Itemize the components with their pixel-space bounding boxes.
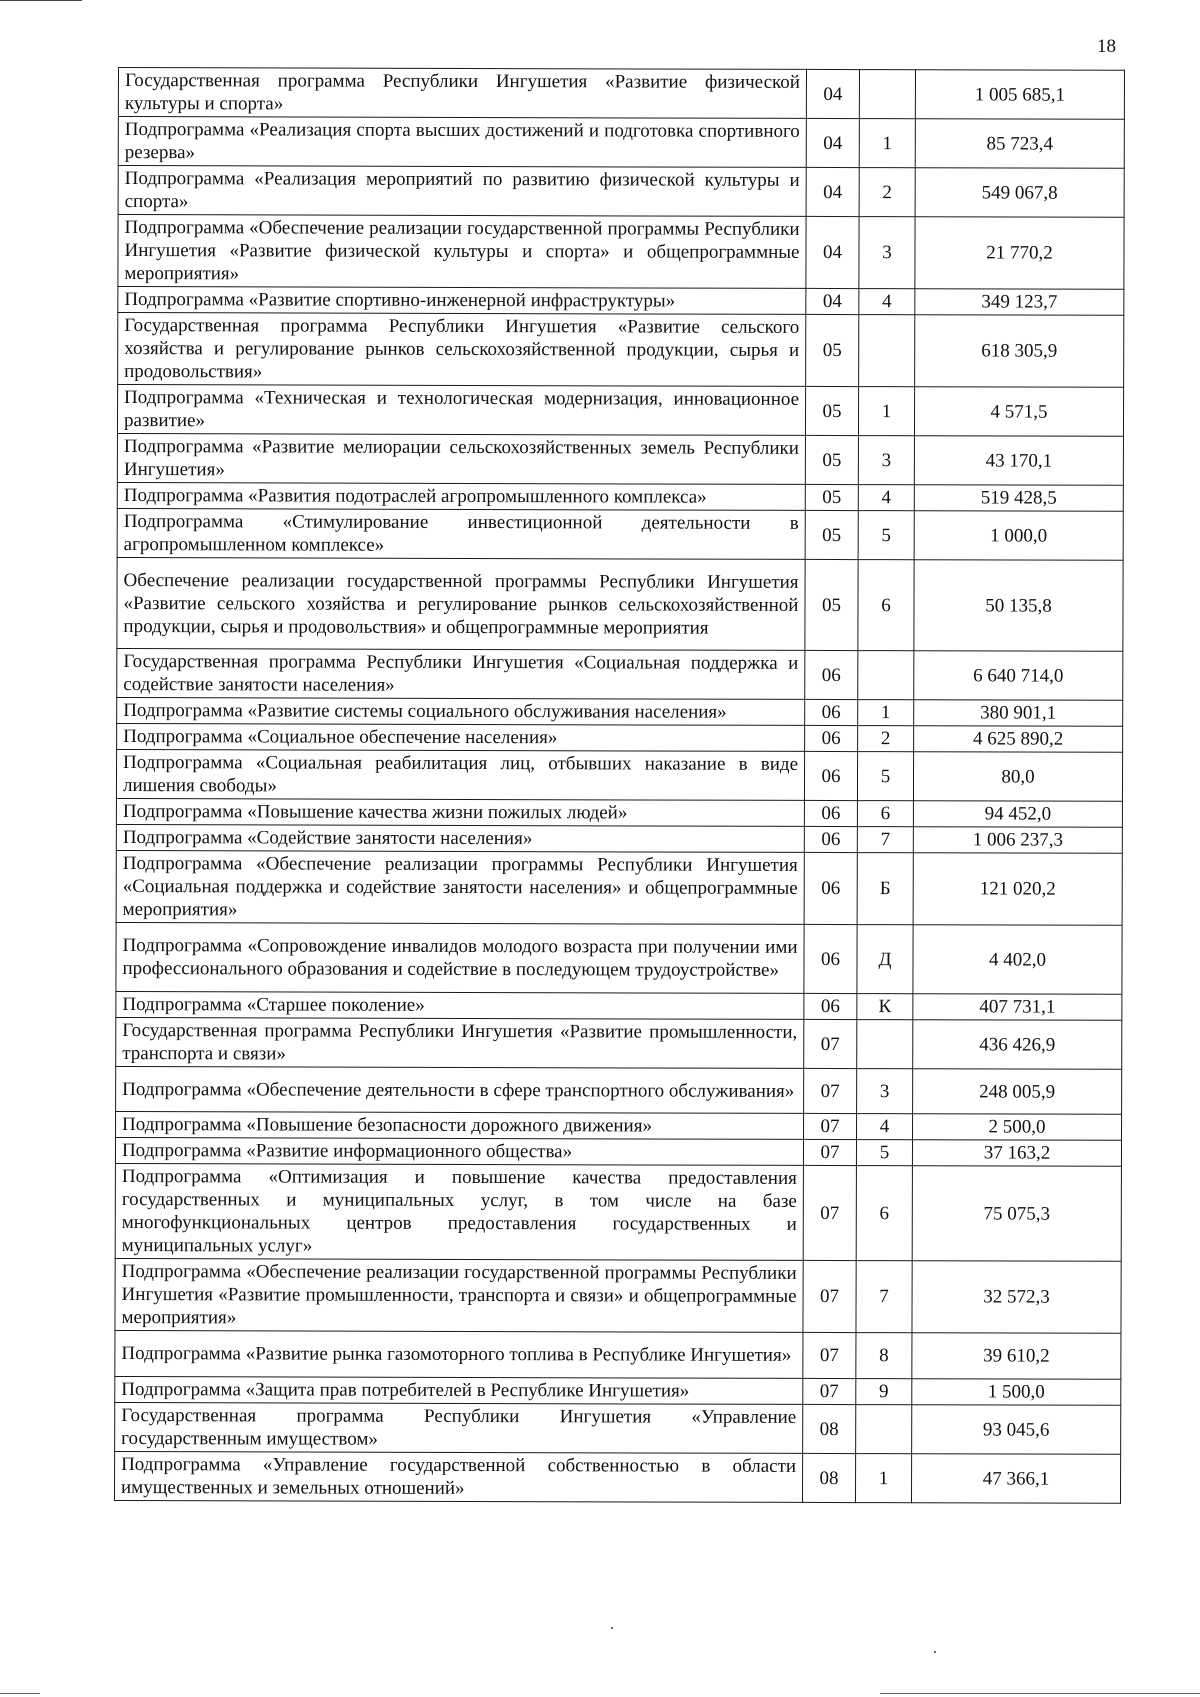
program-code-cell: 06 [804, 826, 857, 852]
amount-cell: 1 500,0 [912, 1379, 1121, 1406]
table-row [118, 313, 1124, 388]
subprogram-code-cell: 1 [859, 119, 915, 168]
subprogram-code-cell: 4 [858, 485, 914, 511]
program-name-cell: Подпрограмма «Старшее поколение» [116, 991, 804, 1019]
program-code-cell: 06 [805, 725, 858, 751]
subprogram-code-cell: 1 [858, 387, 914, 436]
program-code-cell: 06 [805, 650, 858, 699]
table-row [116, 850, 1122, 925]
table-row [117, 648, 1123, 700]
table-row [116, 1066, 1122, 1114]
program-name-cell: Государственная программа Республики Ингушетия «Развитие физической культуры и спорта» [118, 68, 806, 119]
amount-cell: 37 163,2 [912, 1140, 1121, 1167]
subprogram-code-cell: 5 [856, 1140, 912, 1166]
program-code-cell: 07 [804, 1019, 857, 1068]
program-name-cell: Государственная программа Республики Ингушетия «Управление государственным имуществом» [115, 1402, 803, 1453]
subprogram-code-cell: 5 [858, 511, 914, 560]
program-code-cell: 05 [805, 484, 858, 510]
table-row [117, 508, 1123, 560]
amount-cell: 80,0 [913, 752, 1122, 802]
program-name-cell: Подпрограмма «Обеспечение деятельности в сфере транспортного обслуживания» [116, 1066, 804, 1113]
program-name-cell: Подпрограмма «Развития подотраслей агропромышленного комплекса» [117, 482, 805, 510]
program-name-cell: Подпрограмма «Реализация мероприятий по развитию физической культуры и спорта» [118, 166, 806, 217]
amount-cell: 6 640 714,0 [914, 651, 1123, 701]
program-code-cell: 04 [806, 69, 859, 118]
program-name-cell: Подпрограмма «Обеспечение реализации государственной программы Республики Ингушетия «Развитие физической культуры и спорта» и общепрограммные мероприятия» [118, 215, 806, 289]
program-name-cell: Подпрограмма «Развитие системы социального обслуживания населения» [117, 697, 805, 725]
subprogram-code-cell: 9 [856, 1379, 912, 1405]
program-name-cell: Подпрограмма «Развитие информационного общества» [115, 1137, 803, 1165]
amount-cell: 43 170,1 [914, 436, 1123, 486]
subprogram-code-cell: 7 [856, 1261, 912, 1333]
scan-speck [611, 1627, 613, 1629]
amount-cell: 1 000,0 [914, 511, 1123, 561]
table-row [115, 1163, 1121, 1261]
subprogram-code-cell: 1 [858, 700, 914, 726]
amount-cell: 32 572,3 [912, 1261, 1121, 1334]
amount-cell: 50 135,8 [914, 560, 1123, 652]
subprogram-code-cell: 5 [857, 752, 913, 801]
program-code-cell: 04 [806, 167, 859, 216]
program-name-cell: Подпрограмма «Содействие занятости населения» [116, 824, 804, 852]
amount-cell: 407 731,1 [913, 994, 1122, 1021]
program-code-cell: 07 [803, 1139, 856, 1165]
program-code-cell: 07 [803, 1378, 856, 1404]
amount-cell: 85 723,4 [915, 119, 1124, 169]
program-name-cell: Подпрограмма «Техническая и технологическая модернизация, инновационное развитие» [117, 385, 805, 436]
program-code-cell: 06 [805, 699, 858, 725]
program-code-cell: 05 [805, 435, 858, 484]
table-row [116, 798, 1122, 827]
program-code-cell: 04 [806, 118, 859, 167]
table-row [116, 1111, 1122, 1140]
amount-cell: 349 123,7 [915, 289, 1124, 316]
table-row [118, 117, 1124, 169]
amount-cell: 248 005,9 [913, 1069, 1122, 1115]
subprogram-code-cell: 6 [857, 801, 913, 827]
program-name-cell: Подпрограмма «Социальное обеспечение населения» [117, 723, 805, 751]
amount-cell: 4 571,5 [914, 387, 1123, 437]
program-name-cell: Подпрограмма «Обеспечение реализации программы Республики Ингушетия «Социальная поддержка и содействие занятости населения» и общепрограммные мероприятия» [116, 850, 804, 924]
program-code-cell: 04 [806, 288, 859, 314]
program-code-cell: 06 [804, 852, 857, 924]
subprogram-code-cell: 6 [858, 560, 914, 651]
amount-cell: 1 006 237,3 [913, 827, 1122, 854]
amount-cell: 121 020,2 [913, 853, 1122, 926]
page-number: 18 [1097, 36, 1116, 57]
program-name-cell: Подпрограмма «Управление государственной собственностью в области имущественных и земельных отношений» [114, 1451, 802, 1502]
table-row [115, 1402, 1121, 1454]
table-row [116, 824, 1122, 853]
amount-cell: 93 045,6 [912, 1405, 1121, 1455]
program-name-cell: Подпрограмма «Стимулирование инвестиционной деятельности в агропромышленном комплексе» [117, 508, 805, 559]
amount-cell: 39 610,2 [912, 1333, 1121, 1380]
subprogram-code-cell [859, 70, 915, 119]
scan-edge-line [880, 1693, 1200, 1694]
table-row [115, 1258, 1121, 1333]
scan-edge-line [0, 1693, 40, 1694]
program-code-cell: 05 [805, 510, 858, 559]
table-row [114, 1451, 1120, 1503]
program-name-cell: Подпрограмма «Развитие мелиорации сельскохозяйственных земель Республики Ингушетия» [117, 433, 805, 484]
program-code-cell: 08 [803, 1404, 856, 1453]
table-row [115, 1330, 1121, 1379]
subprogram-code-cell [859, 315, 915, 387]
subprogram-code-cell: 4 [857, 1114, 913, 1140]
table-row [116, 991, 1122, 1020]
amount-cell: 549 067,8 [915, 168, 1124, 218]
amount-cell: 1 005 685,1 [915, 70, 1124, 120]
program-code-cell: 06 [804, 924, 857, 993]
amount-cell: 21 770,2 [915, 217, 1124, 290]
program-code-cell: 07 [804, 1113, 857, 1139]
program-name-cell: Обеспечение реализации государственной программы Республики Ингушетия «Развитие сельского хозяйства и регулирование рынков сельскохозяйственной продукции, сырья и продовольствия» и общепрограммные мероприятия [117, 557, 805, 650]
program-code-cell: 05 [805, 559, 858, 650]
program-name-cell: Государственная программа Республики Ингушетия «Социальная поддержка и содействие занятости населения» [117, 648, 805, 699]
subprogram-code-cell [857, 1020, 913, 1069]
amount-cell: 4 402,0 [913, 925, 1122, 995]
table-row [117, 557, 1123, 651]
program-code-cell: 07 [804, 1068, 857, 1113]
subprogram-code-cell [856, 1405, 912, 1454]
budget-table [114, 67, 1125, 1504]
table-row [115, 1376, 1121, 1405]
program-name-cell: Подпрограмма «Оптимизация и повышение качества предоставления государственных и муниципальных услуг, в том числе на базе многофункциональных центров предоставления государственных и муниципальных услуг» [115, 1163, 803, 1260]
program-name-cell: Подпрограмма «Повышение качества жизни пожилых людей» [116, 798, 804, 826]
subprogram-code-cell: К [857, 994, 913, 1020]
subprogram-code-cell: Д [857, 925, 913, 994]
amount-cell: 519 428,5 [914, 485, 1123, 512]
program-code-cell: 05 [806, 314, 859, 386]
table-row [117, 433, 1123, 485]
program-name-cell: Подпрограмма «Социальная реабилитация лиц, отбывших наказание в виде лишения свободы» [116, 749, 804, 800]
amount-cell: 47 366,1 [911, 1454, 1120, 1504]
table-row [116, 922, 1122, 994]
table-row [117, 482, 1123, 511]
subprogram-code-cell: 4 [859, 289, 915, 315]
program-code-cell: 06 [804, 800, 857, 826]
amount-cell: 436 426,9 [913, 1020, 1122, 1070]
program-name-cell: Подпрограмма «Обеспечение реализации государственной программы Республики Ингушетия «Развитие промышленности, транспорта и связи» и общепрограммные мероприятия» [115, 1258, 803, 1332]
amount-cell: 618 305,9 [915, 315, 1124, 388]
amount-cell: 4 625 890,2 [914, 726, 1123, 753]
subprogram-code-cell: 7 [857, 827, 913, 853]
program-code-cell: 04 [806, 216, 859, 288]
amount-cell: 94 452,0 [913, 801, 1122, 828]
subprogram-code-cell: 3 [859, 217, 915, 289]
program-name-cell: Подпрограмма «Реализация спорта высших достижений и подготовка спортивного резерва» [118, 117, 806, 168]
program-name-cell: Подпрограмма «Развитие спортивно-инженерной инфраструктуры» [118, 287, 806, 315]
program-name-cell: Государственная программа Республики Ингушетия «Развитие промышленности, транспорта и связи» [116, 1017, 804, 1068]
subprogram-code-cell: 1 [855, 1454, 911, 1503]
subprogram-code-cell: 8 [856, 1333, 912, 1379]
table-row [118, 215, 1124, 290]
program-name-cell: Государственная программа Республики Ингушетия «Развитие сельского хозяйства и регулирование рынков сельскохозяйственной продукции, сырья и продовольствия» [118, 313, 806, 387]
subprogram-code-cell: 2 [859, 168, 915, 217]
table-row [118, 68, 1124, 120]
table-row [117, 385, 1123, 437]
amount-cell: 2 500,0 [913, 1114, 1122, 1141]
table-row [117, 697, 1123, 726]
program-name-cell: Подпрограмма «Повышение безопасности дорожного движения» [116, 1111, 804, 1139]
table-row [116, 1017, 1122, 1069]
program-code-cell: 07 [803, 1332, 856, 1378]
subprogram-code-cell [858, 651, 914, 700]
program-name-cell: Подпрограмма «Развитие рынка газомоторного топлива в Республике Ингушетия» [115, 1330, 803, 1378]
amount-cell: 380 901,1 [914, 700, 1123, 727]
table-row [117, 723, 1123, 752]
program-name-cell: Подпрограмма «Защита прав потребителей в Республике Ингушетия» [115, 1376, 803, 1404]
subprogram-code-cell: 6 [856, 1166, 912, 1261]
subprogram-code-cell: 3 [857, 1069, 913, 1114]
subprogram-code-cell: 3 [858, 436, 914, 485]
program-code-cell: 05 [805, 386, 858, 435]
program-code-cell: 06 [804, 993, 857, 1019]
program-code-cell: 06 [804, 751, 857, 800]
table-row [118, 166, 1124, 218]
table-row [116, 749, 1122, 801]
budget-table-body [114, 68, 1124, 1504]
scan-speck [934, 1651, 936, 1653]
program-code-cell: 07 [803, 1260, 856, 1332]
amount-cell: 75 075,3 [912, 1166, 1121, 1262]
scan-edge-line [0, 0, 82, 1]
table-row [115, 1137, 1121, 1166]
program-code-cell: 07 [803, 1165, 856, 1260]
subprogram-code-cell: Б [857, 853, 913, 925]
subprogram-code-cell: 2 [858, 726, 914, 752]
program-name-cell: Подпрограмма «Сопровождение инвалидов молодого возраста при получении ими профессионального образования и содействие в последующем трудоустройстве» [116, 922, 804, 993]
table-row [118, 287, 1124, 316]
program-code-cell: 08 [802, 1453, 855, 1502]
